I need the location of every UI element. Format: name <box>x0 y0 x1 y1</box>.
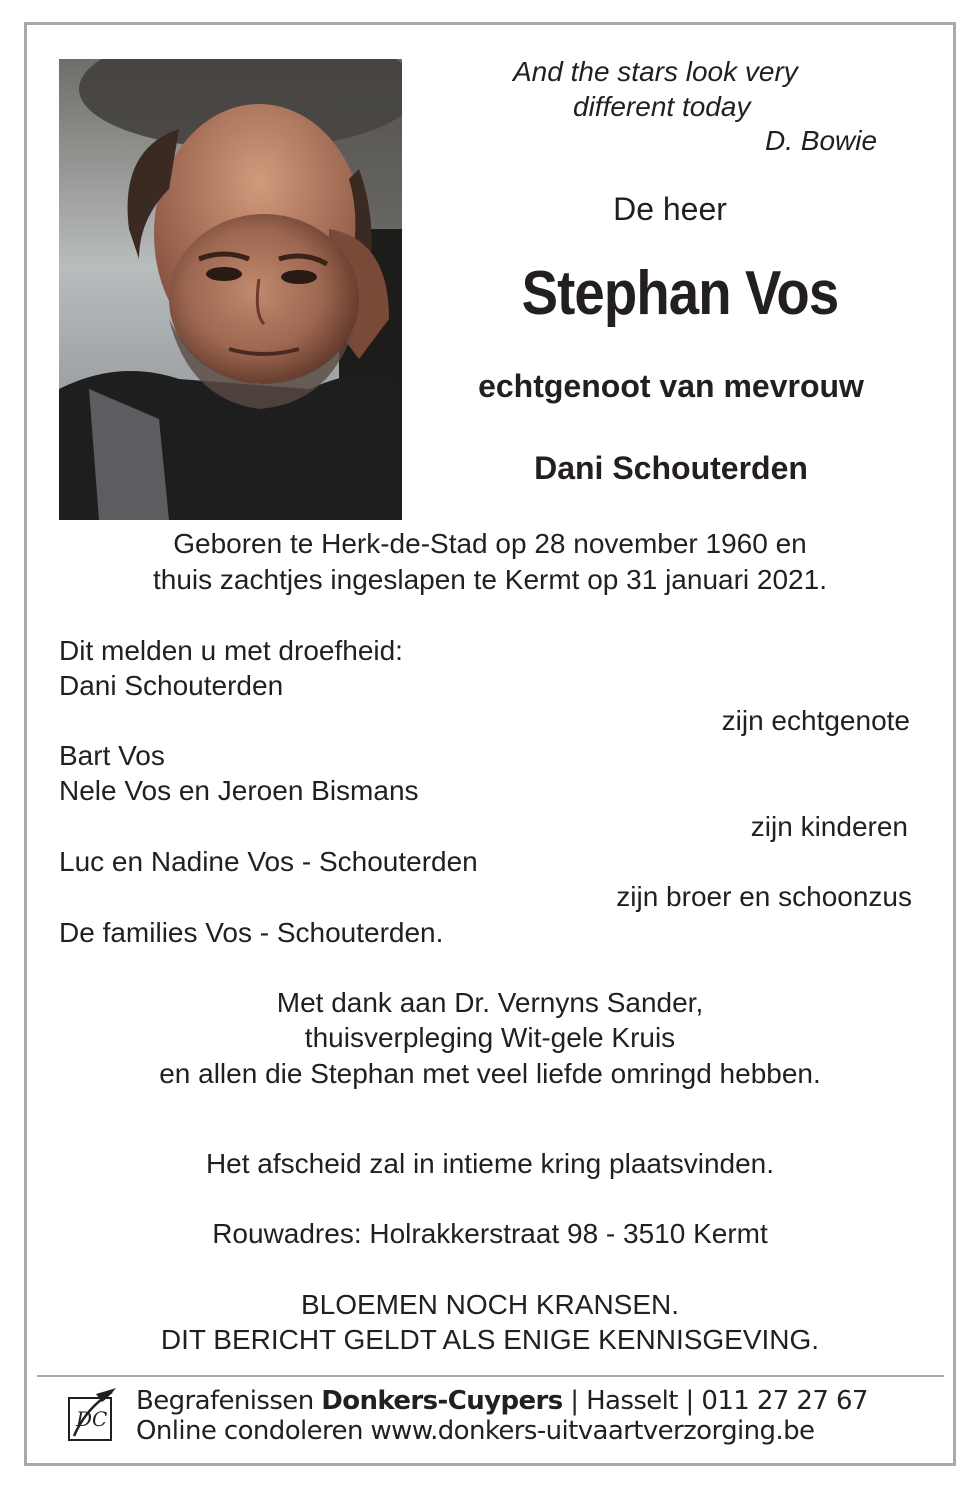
online-condolence-line[interactable]: Online condoleren www.donkers-uitvaartverzorging.be <box>136 1416 815 1446</box>
footer-prefix: Begrafenissen <box>136 1386 322 1416</box>
portrait-photo <box>59 59 402 520</box>
thanks-line-2: thuisverpleging Wit-gele Kruis <box>304 1022 676 1053</box>
thanks-line-1: Met dank aan Dr. Vernyns Sander, <box>276 987 704 1018</box>
mourner-names: De families Vos - Schouterden. <box>59 917 444 948</box>
mourner-names: Bart Vos <box>59 740 165 771</box>
spouse-name: Dani Schouterden <box>534 450 808 486</box>
relation-line: echtgenoot van mevrouw <box>478 368 864 404</box>
birth-line-2: thuis zachtjes ingeslapen te Kermt op 31 januari 2021. <box>153 564 827 595</box>
quote-line-1: And the stars look very <box>513 56 798 87</box>
thanks-line-3: en allen die Stephan met veel liefde omringd hebben. <box>159 1058 821 1089</box>
farewell-text: Het afscheid zal in intieme kring plaatsvinden. <box>205 1148 775 1179</box>
funeral-home-logo <box>66 1388 118 1444</box>
funeral-home-name: Donkers-Cuypers <box>321 1386 563 1416</box>
birth-line-1: Geboren te Herk-de-Stad op 28 november 1960 en <box>173 528 807 559</box>
mourning-address: Rouwadres: Holrakkerstraat 98 - 3510 Kermt <box>212 1218 768 1249</box>
deceased-name: Stephan Vos <box>521 259 839 328</box>
mourners-intro: Dit melden u met droefheid: <box>59 635 403 666</box>
footer-divider <box>37 1375 944 1377</box>
funeral-home-line <box>136 1386 868 1416</box>
mourner-names: Nele Vos en Jeroen Bismans <box>59 775 419 806</box>
mourner-names: Dani Schouterden <box>59 670 284 701</box>
mourner-relation: zijn kinderen <box>750 811 908 842</box>
mourner-relation: zijn broer en schoonzus <box>616 881 912 912</box>
notice-line-2: DIT BERICHT GELDT ALS ENIGE KENNISGEVING. <box>160 1324 820 1355</box>
honorific: De heer <box>613 191 727 227</box>
footer-contact: | Hasselt | 011 27 27 67 <box>562 1386 868 1416</box>
mourner-relation: zijn echtgenote <box>721 705 910 736</box>
mourner-names: Luc en Nadine Vos - Schouterden <box>59 846 478 877</box>
logo-letters: DC <box>76 1407 108 1431</box>
quote-author: D. Bowie <box>765 125 878 156</box>
quote-line-2: different today <box>573 91 751 122</box>
notice-line-1: BLOEMEN NOCH KRANSEN. <box>300 1289 680 1320</box>
